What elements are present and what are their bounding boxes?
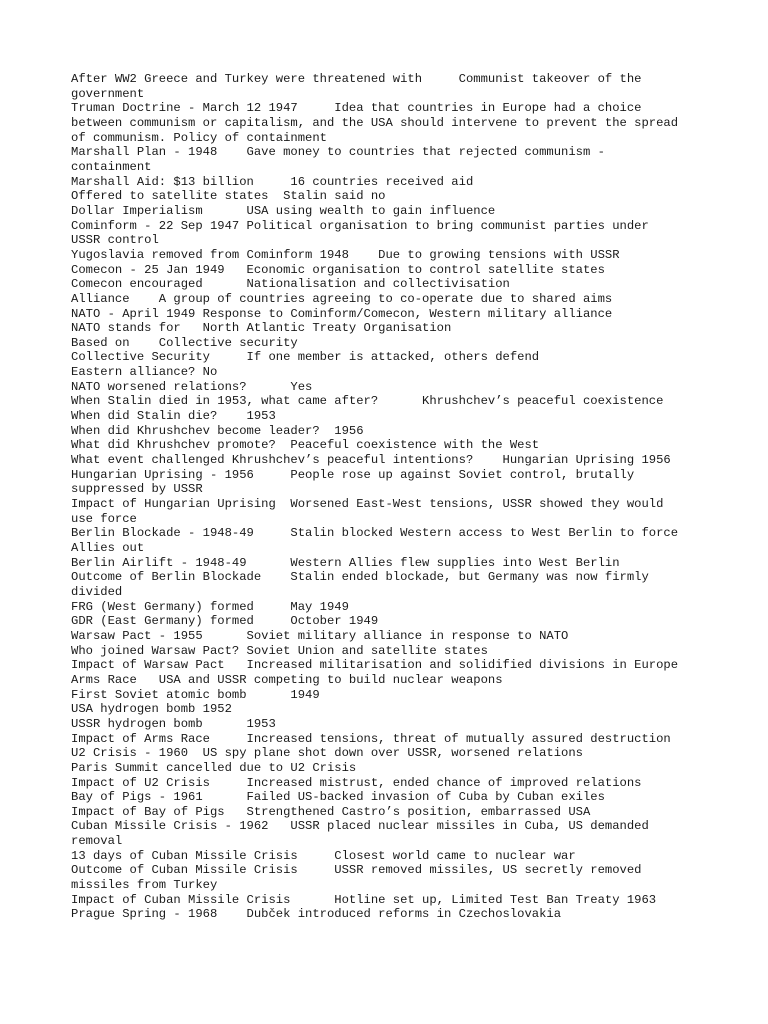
- document-line: Impact of Hungarian Uprising Worsened East-West tensions, USSR showed they would: [71, 497, 664, 512]
- document-line: Hungarian Uprising - 1956 People rose up against Soviet control, brutally: [71, 467, 635, 482]
- document-line: FRG (West Germany) formed May 1949: [71, 599, 349, 614]
- document-line: USSR hydrogen bomb 1953: [71, 716, 276, 731]
- document-line: Comecon encouraged Nationalisation and collectivisation: [71, 277, 510, 292]
- document-line: NATO worsened relations? Yes: [71, 379, 313, 394]
- document-line: Prague Spring - 1968 Dubček introduced reforms in Czechoslovakia: [71, 907, 562, 922]
- document-line: missiles from Turkey: [71, 878, 218, 893]
- document-line: 13 days of Cuban Missile Crisis Closest world came to nuclear war: [71, 848, 576, 863]
- document-line: containment: [71, 159, 152, 174]
- document-line: First Soviet atomic bomb 1949: [71, 687, 320, 702]
- document-line: Outcome of Cuban Missile Crisis USSR removed missiles, US secretly removed: [71, 863, 642, 878]
- document-line: What event challenged Khrushchev’s peaceful intentions? Hungarian Uprising 1956: [71, 453, 671, 468]
- document-line: Paris Summit cancelled due to U2 Crisis: [71, 760, 357, 775]
- document-line: Marshall Plan - 1948 Gave money to countries that rejected communism -: [71, 145, 605, 160]
- document-line: Impact of Arms Race Increased tensions, threat of mutually assured destruction: [71, 731, 671, 746]
- document-line: Alliance A group of countries agreeing to co-operate due to shared aims: [71, 291, 613, 306]
- document-line: government: [71, 86, 145, 101]
- document-line: Collective Security If one member is attacked, others defend: [71, 350, 540, 365]
- document-line: suppressed by USSR: [71, 482, 203, 497]
- document-line: USA hydrogen bomb 1952: [71, 702, 232, 717]
- document-line: After WW2 Greece and Turkey were threatened with Communist takeover of the: [71, 72, 642, 86]
- document-line: Who joined Warsaw Pact? Soviet Union and satellite states: [71, 643, 488, 658]
- document-line: Impact of Bay of Pigs Strengthened Castro’s position, embarrassed USA: [71, 804, 591, 819]
- document-line: Impact of U2 Crisis Increased mistrust, ended chance of improved relations: [71, 775, 642, 790]
- document-body: [71, 72, 728, 922]
- document-line: Cuban Missile Crisis - 1962 USSR placed nuclear missiles in Cuba, US demanded: [71, 819, 649, 834]
- document-line: Eastern alliance? No: [71, 365, 218, 380]
- document-line: When did Stalin die? 1953: [71, 409, 276, 424]
- document-line: Arms Race USA and USSR competing to build nuclear weapons: [71, 672, 503, 687]
- document-line: What did Khrushchev promote? Peaceful coexistence with the West: [71, 438, 540, 453]
- document-line: Berlin Blockade - 1948-49 Stalin blocked Western access to West Berlin to force: [71, 526, 679, 541]
- document-line: Bay of Pigs - 1961 Failed US-backed invasion of Cuba by Cuban exiles: [71, 790, 605, 805]
- document-line: USSR control: [71, 233, 159, 248]
- document-line: When did Khrushchev become leader? 1956: [71, 423, 364, 438]
- document-line: NATO stands for North Atlantic Treaty Organisation: [71, 321, 452, 336]
- document-line: Offered to satellite states Stalin said no: [71, 189, 386, 204]
- document-line: Impact of Warsaw Pact Increased militarisation and solidified divisions in Europe: [71, 658, 679, 673]
- document-line: removal: [71, 834, 123, 849]
- document-line: GDR (East Germany) formed October 1949: [71, 614, 379, 629]
- document-line: Outcome of Berlin Blockade Stalin ended blockade, but Germany was now firmly: [71, 570, 649, 585]
- document-line: Warsaw Pact - 1955 Soviet military alliance in response to NATO: [71, 628, 569, 643]
- document-line: U2 Crisis - 1960 US spy plane shot down over USSR, worsened relations: [71, 746, 583, 761]
- document-line: use force: [71, 511, 137, 526]
- document-line: Marshall Aid: $13 billion 16 countries received aid: [71, 174, 474, 189]
- document-line: Impact of Cuban Missile Crisis Hotline set up, Limited Test Ban Treaty 1963: [71, 892, 657, 907]
- document-line: Allies out: [71, 541, 145, 555]
- document-line: Truman Doctrine - March 12 1947 Idea that countries in Europe had a choice: [71, 101, 642, 116]
- document-line: divided: [71, 584, 123, 599]
- document-line: When Stalin died in 1953, what came after? Khrushchev’s peaceful coexistence: [71, 394, 664, 409]
- document-line: NATO - April 1949 Response to Cominform/Comecon, Western military alliance: [71, 306, 613, 321]
- document-line: Berlin Airlift - 1948-49 Western Allies flew supplies into West Berlin: [71, 555, 620, 570]
- document-line: Cominform - 22 Sep 1947 Political organisation to bring communist parties under: [71, 218, 649, 233]
- document-line: of communism. Policy of containment: [71, 130, 327, 145]
- document-line: Dollar Imperialism USA using wealth to gain influence: [71, 203, 496, 218]
- document-line: Yugoslavia removed from Cominform 1948 Due to growing tensions with USSR: [71, 247, 620, 262]
- document-line: between communism or capitalism, and the USA should intervene to prevent the spread: [71, 115, 679, 130]
- document-line: Comecon - 25 Jan 1949 Economic organisation to control satellite states: [71, 262, 605, 277]
- document-line: Based on Collective security: [71, 335, 298, 350]
